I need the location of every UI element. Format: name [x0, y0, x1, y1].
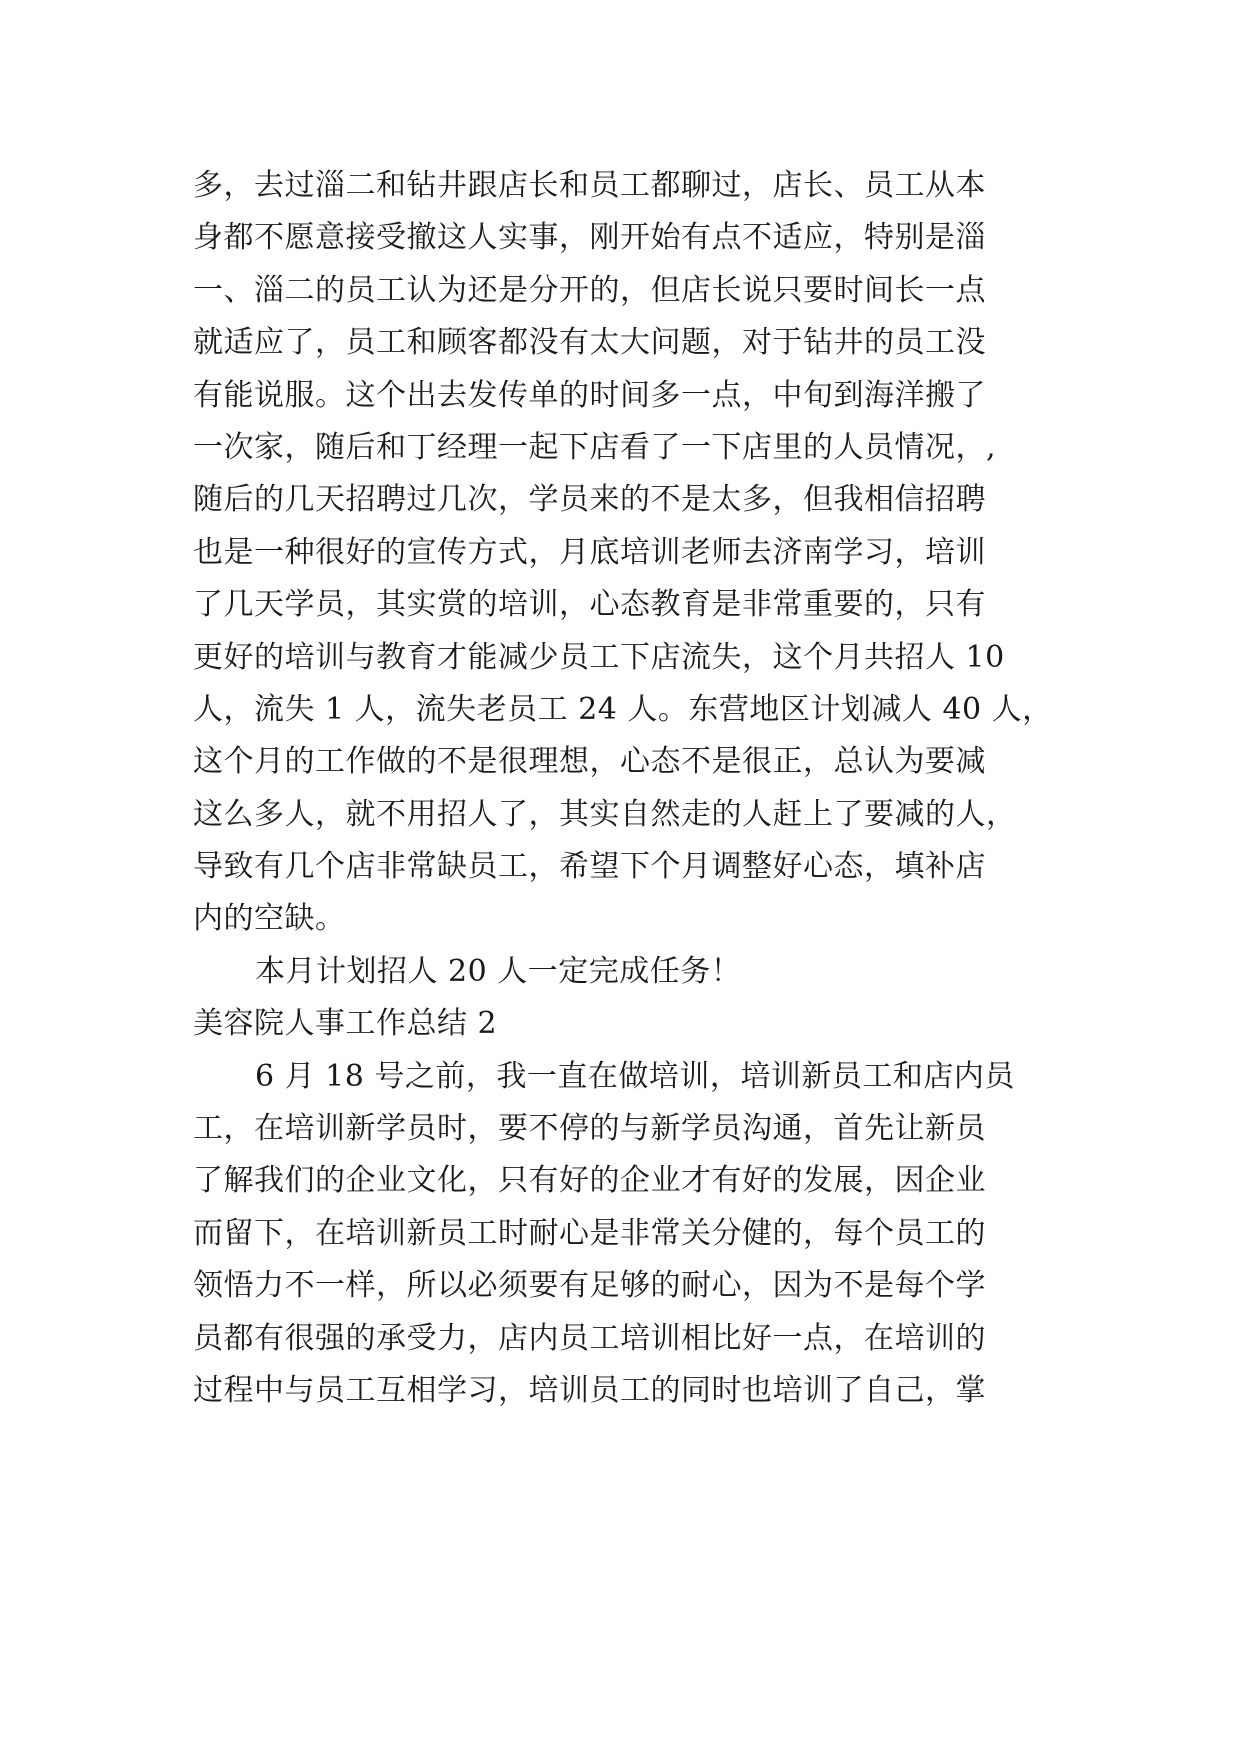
text-line: 多，去过淄二和钻井跟店长和员工都聊过，店长、员工从本: [193, 168, 986, 203]
text-line: 也是一种很好的宣传方式，月底培训老师去济南学习，培训: [193, 534, 986, 570]
section-heading: 美容院人事工作总结 2: [193, 1006, 498, 1042]
text-line: 身都不愿意接受撤这人实事，刚开始有点不适应，特别是淄: [193, 220, 986, 256]
paragraph-first-line: 本月计划招人 20 人一定完成任务！: [255, 953, 742, 989]
text-line: 随后的几天招聘过几次，学员来的不是太多，但我相信招聘: [193, 482, 986, 518]
text-line: 人，流失 1 人，流失老员工 24 人。东营地区计划减人 40 人，: [193, 691, 1053, 727]
text-line: 了解我们的企业文化，只有好的企业才有好的发展，因企业: [193, 1163, 986, 1199]
text-line: 更好的培训与教育才能减少员工下店流失，这个月共招人 10: [193, 639, 1005, 675]
text-line: 这么多人，就不用招人了，其实自然走的人赶上了要减的人，: [193, 796, 1017, 832]
text-line: 领悟力不一样，所以必须要有足够的耐心，因为不是每个学: [193, 1268, 986, 1304]
text-line: 导致有几个店非常缺员工，希望下个月调整好心态，填补店: [193, 849, 986, 885]
text-line: 工，在培训新学员时，要不停的与新学员沟通，首先让新员: [193, 1111, 986, 1147]
paragraph-first-line: 6 月 18 号之前，我一直在做培训，培训新员工和店内员: [255, 1058, 1015, 1094]
text-line: 过程中与员工互相学习，培训员工的同时也培训了自己，掌: [193, 1372, 986, 1408]
text-line: 有能说服。这个出去发传单的时间多一点，中旬到海洋搬了: [193, 377, 986, 413]
text-line: 员都有很强的承受力，店内员工培训相比好一点，在培训的: [193, 1320, 986, 1356]
text-line: 内的空缺。: [193, 901, 346, 937]
text-line: 这个月的工作做的不是很理想，心态不是很正，总认为要减: [193, 744, 986, 780]
text-line: 一次家，随后和丁经理一起下店看了一下店里的人员情况，,: [193, 429, 997, 465]
text-line: 而留下，在培训新员工时耐心是非常关分健的，每个员工的: [193, 1215, 986, 1251]
text-line: 就适应了，员工和顾客都没有太大问题，对于钻井的员工没: [193, 325, 986, 361]
text-line: 一、淄二的员工认为还是分开的，但店长说只要时间长一点: [193, 272, 986, 308]
text-line: 了几天学员，其实赏的培训，心态教育是非常重要的，只有: [193, 587, 986, 623]
document-body: [193, 160, 1053, 1417]
